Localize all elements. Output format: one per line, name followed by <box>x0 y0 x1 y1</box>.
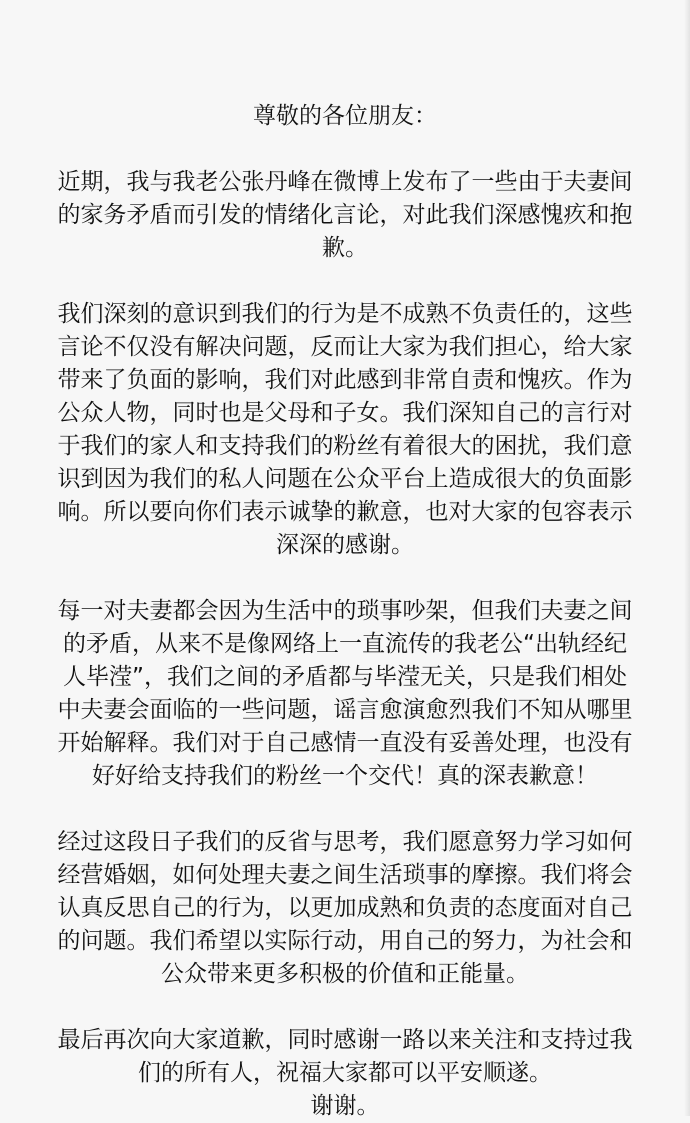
paragraph-line: 每一对夫妻都会因为生活中的琐事吵架，但我们夫妻之间 <box>57 598 633 624</box>
paragraph-line: 认真反思自己的行为，以更加成熟和负责的态度面对自己 <box>57 895 633 921</box>
paragraph-line: 好好给支持我们的粉丝一个交代！真的深表歉意！ <box>92 763 598 789</box>
closing-line: 最后再次向大家道歉，同时感谢一路以来关注和支持过我 <box>57 1027 633 1053</box>
paragraph-line: 识到因为我们的私人问题在公众平台上造成很大的负面影 <box>57 466 633 492</box>
paragraph-line: 响。所以要向你们表示诚挚的歉意，也对大家的包容表示 <box>57 499 633 525</box>
letter-greeting: 尊敬的各位朋友： <box>253 103 437 129</box>
paragraph-line: 带来了负面的影响，我们对此感到非常自责和愧疚。作为 <box>57 367 633 393</box>
paragraph-line: 我们深刻的意识到我们的行为是不成熟不负责任的，这些 <box>57 301 633 327</box>
paragraph-line: 歉。 <box>322 235 368 261</box>
paragraph-line: 的家务矛盾而引发的情绪化言论，对此我们深感愧疚和抱 <box>57 202 633 228</box>
paragraph-line: 深深的感谢。 <box>276 532 414 558</box>
paragraph-line: 人毕滢”，我们之间的矛盾都与毕滢无关，只是我们相处 <box>63 664 627 690</box>
paragraph-1 <box>22 166 668 265</box>
letter-closing <box>22 1024 668 1123</box>
paragraph-line: 的矛盾，从来不是像网络上一直流传的我老公“出轨经纪 <box>63 631 627 657</box>
paragraph-line: 公众人物，同时也是父母和子女。我们深知自己的言行对 <box>57 400 633 426</box>
page-edge-shadow <box>684 0 690 1116</box>
paragraph-line: 开始解释。我们对于自己感情一直没有妥善处理，也没有 <box>57 730 633 756</box>
paragraph-line: 近期，我与我老公张丹峰在微博上发布了一些由于夫妻间 <box>57 169 633 195</box>
paragraph-line: 言论不仅没有解决问题，反而让大家为我们担心，给大家 <box>57 334 633 360</box>
closing-thanks: 谢谢。 <box>310 1093 380 1119</box>
paragraph-line: 于我们的家人和支持我们的粉丝有着很大的困扰，我们意 <box>57 433 633 459</box>
paragraph-3 <box>22 595 668 793</box>
paragraph-line: 经营婚姻，如何处理夫妻之间生活琐事的摩擦。我们将会 <box>57 862 633 888</box>
paragraph-line: 的问题。我们希望以实际行动，用自己的努力，为社会和 <box>57 928 633 954</box>
paragraph-line: 公众带来更多积极的价值和正能量。 <box>161 961 529 987</box>
paragraph-line: 经过这段日子我们的反省与思考，我们愿意努力学习如何 <box>57 829 633 855</box>
paragraph-4 <box>22 826 668 991</box>
closing-line: 们的所有人，祝福大家都可以平安顺遂。 <box>138 1060 552 1086</box>
paragraph-line: 中夫妻会面临的一些问题，谣言愈演愈烈我们不知从哪里 <box>57 697 633 723</box>
paragraph-2 <box>22 298 668 562</box>
